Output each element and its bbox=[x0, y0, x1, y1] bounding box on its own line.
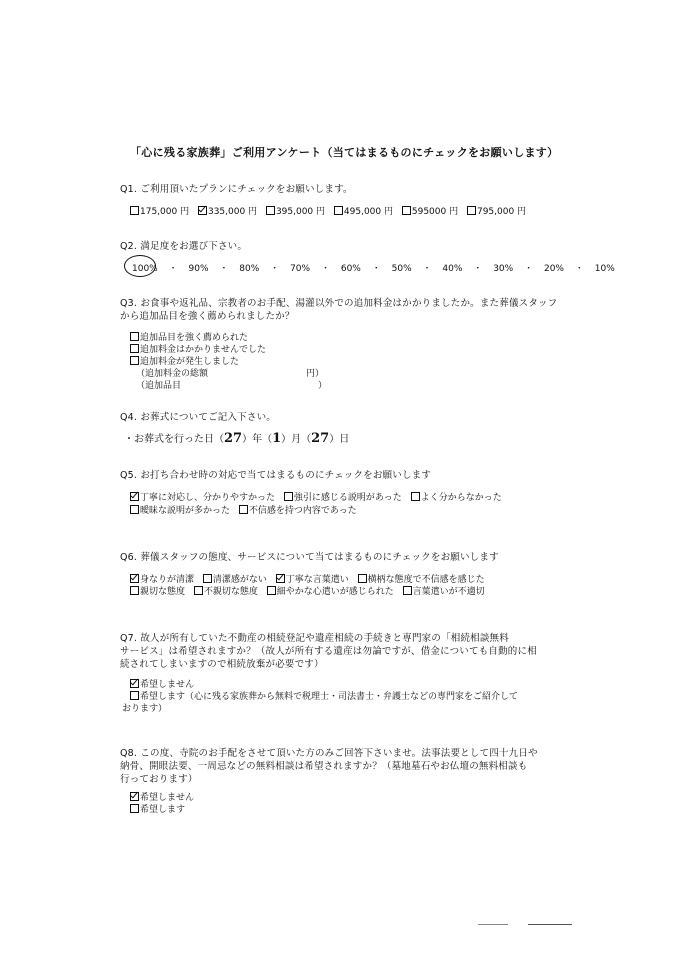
q3-detail-amount-unit: 円） bbox=[306, 369, 325, 379]
q8-question-line3: 行っております） bbox=[120, 774, 198, 785]
q6-option-clean[interactable]: 身なりが清潔 bbox=[130, 575, 194, 585]
q3-option-2[interactable]: 追加料金が発生しました bbox=[130, 354, 239, 367]
q1-question: Q1. ご利用頂いたプランにチェックをお願いします。 bbox=[120, 184, 353, 195]
q2-scale-30[interactable]: 30% bbox=[493, 264, 514, 274]
q4-date-row: ・お葬式を行った日（27）年（1）月（27）日 bbox=[124, 431, 350, 446]
funeral-month-field[interactable]: 1 bbox=[272, 431, 282, 446]
q7-option-no[interactable]: 希望しません bbox=[130, 677, 194, 690]
funeral-day-field[interactable]: 27 bbox=[311, 431, 330, 446]
q6-option-kind[interactable]: 親切な態度 bbox=[130, 587, 185, 597]
q6-row2 bbox=[130, 584, 491, 597]
q3-option-1[interactable]: 追加料金はかかりませんでした bbox=[130, 342, 266, 355]
q5-option-unclear[interactable]: よく分からなかった bbox=[411, 493, 502, 503]
survey-title: 「心に残る家族葬」ご利用アンケート（当てはまるものにチェックをお願いします） bbox=[130, 146, 559, 159]
q8-option-yes[interactable]: 希望します bbox=[130, 802, 185, 815]
scan-mark-divider bbox=[528, 924, 572, 925]
q3-detail-amount: （追加料金の総額 bbox=[136, 369, 209, 379]
q2-scale-80[interactable]: 80% bbox=[239, 264, 260, 274]
q3-detail-items: （追加品目 bbox=[136, 381, 182, 391]
q2-scale-100[interactable]: 100% bbox=[132, 264, 158, 274]
q5-option-vague[interactable]: 曖昧な説明が多かった bbox=[130, 506, 230, 516]
q2-scale-70[interactable]: 70% bbox=[290, 264, 311, 274]
q5-option-distrust[interactable]: 不信感を持つ内容であった bbox=[239, 506, 357, 516]
q6-option-arrogant[interactable]: 横柄な態度で不信感を感じた bbox=[358, 575, 485, 585]
checkbox-icon[interactable] bbox=[239, 505, 248, 514]
q3-option-0[interactable]: 追加品目を強く薦められた bbox=[130, 330, 248, 343]
checkbox-icon[interactable] bbox=[130, 505, 139, 514]
checkbox-icon[interactable] bbox=[130, 804, 139, 813]
q1-option-0[interactable]: 175,000 円 bbox=[130, 207, 189, 217]
checkbox-icon[interactable] bbox=[411, 492, 420, 501]
checkbox-icon[interactable] bbox=[358, 574, 367, 583]
checkbox-icon[interactable] bbox=[194, 586, 203, 595]
q3-question-line2: から追加品目を強く薦められましたか？ bbox=[120, 311, 295, 322]
q7-option-yes-cont: おります） bbox=[122, 704, 168, 714]
q1-option-3[interactable]: 495,000 円 bbox=[334, 207, 393, 217]
selection-circle-icon bbox=[124, 255, 156, 277]
checkbox-icon[interactable] bbox=[130, 356, 139, 365]
checked-checkbox-icon[interactable] bbox=[130, 574, 139, 583]
checkbox-icon[interactable] bbox=[402, 206, 411, 215]
checked-checkbox-icon[interactable] bbox=[130, 492, 139, 501]
checkbox-icon[interactable] bbox=[403, 586, 412, 595]
checkbox-icon[interactable] bbox=[130, 332, 139, 341]
checkbox-icon[interactable] bbox=[203, 574, 212, 583]
q7-question-line1: Q7. 故人が所有していた不動産の相続登記や遺産相続の手続きと専門家の「相続相談無料 bbox=[120, 633, 509, 644]
checkbox-icon[interactable] bbox=[130, 586, 139, 595]
q4-question: Q4. お葬式についてご記入下さい。 bbox=[120, 412, 276, 423]
q1-option-4[interactable]: 595000 円 bbox=[402, 207, 458, 217]
q1-option-5[interactable]: 795,000 円 bbox=[467, 207, 526, 217]
q5-question: Q5. お打ち合わせ時の対応で当てはまるものにチェックをお願いします bbox=[120, 470, 432, 481]
q5-option-pushy[interactable]: 強引に感じる説明があった bbox=[284, 493, 402, 503]
q7-question-line3: 続されてしまいますので相続放棄が必要です） bbox=[120, 659, 324, 670]
q7-question-line2: サービス」は希望されますか？（故人が所有する遺産は勿論ですが、借金についても自動的に相 bbox=[120, 646, 537, 657]
checkbox-icon[interactable] bbox=[130, 206, 139, 215]
checked-checkbox-icon[interactable] bbox=[198, 206, 207, 215]
q6-option-unkind[interactable]: 不親切な態度 bbox=[194, 587, 258, 597]
checkbox-icon[interactable] bbox=[266, 206, 275, 215]
checked-checkbox-icon[interactable] bbox=[130, 792, 139, 801]
q2-scale-60[interactable]: 60% bbox=[340, 264, 361, 274]
q6-option-improper-words[interactable]: 言葉遣いが不適切 bbox=[403, 587, 485, 597]
q7-option-yes[interactable]: 希望します（心に残る家族葬から無料で税理士・司法書士・弁護士などの専門家をご紹介して bbox=[130, 689, 518, 702]
q8-option-no[interactable]: 希望しません bbox=[130, 790, 194, 803]
q1-option-1[interactable]: 335,000 円 bbox=[198, 207, 257, 217]
checkbox-icon[interactable] bbox=[267, 586, 276, 595]
q2-scale-90[interactable]: 90% bbox=[188, 264, 209, 274]
checkbox-icon[interactable] bbox=[130, 691, 139, 700]
checked-checkbox-icon[interactable] bbox=[130, 679, 139, 688]
q3-question-line1: Q3. お食事や返礼品、宗教者のお手配、湯灌以外での追加料金はかかりましたか。また葬儀スタッフ bbox=[120, 298, 558, 309]
q3-detail-items-close: ） bbox=[318, 381, 328, 391]
checkbox-icon[interactable] bbox=[130, 344, 139, 353]
q2-scale-20[interactable]: 20% bbox=[543, 264, 564, 274]
q2-scale-40[interactable]: 40% bbox=[442, 264, 463, 274]
checkbox-icon[interactable] bbox=[467, 206, 476, 215]
q6-question: Q6. 葬儀スタッフの態度、サービスについて当てはまるものにチェックをお願いします bbox=[120, 552, 499, 563]
q8-question-line2: 納骨、開眼法要、一周忌などの無料相談は希望されますか？（墓地墓石やお仏壇の無料相談も bbox=[120, 761, 528, 772]
scan-mark-divider bbox=[478, 924, 508, 925]
q1-option-2[interactable]: 395,000 円 bbox=[266, 207, 325, 217]
checkbox-icon[interactable] bbox=[334, 206, 343, 215]
q5-row2 bbox=[130, 503, 363, 516]
funeral-year-field[interactable]: 27 bbox=[224, 431, 243, 446]
q5-row1 bbox=[130, 490, 508, 503]
q5-option-polite[interactable]: 丁寧に対応し、分かりやすかった bbox=[130, 493, 275, 503]
q6-option-attentive[interactable]: 細やかな心遣いが感じられた bbox=[267, 587, 394, 597]
q2-question: Q2. 満足度をお選び下さい。 bbox=[120, 241, 248, 252]
q1-options bbox=[130, 204, 532, 217]
q6-option-polite-words[interactable]: 丁寧な言葉遣い bbox=[276, 575, 349, 585]
q6-option-unclean[interactable]: 清潔感がない bbox=[203, 575, 267, 585]
q2-scale-10[interactable]: 10% bbox=[594, 264, 615, 274]
q2-scale: 100% ・ 90% ・ 80% ・ 70% ・ 60% ・ 50% ・ 40% ・ 30% ・ 20% ・ 10% bbox=[132, 264, 615, 274]
q8-question-line1: Q8. この度、寺院のお手配をさせて頂いた方のみご回答下さいませ。法事法要として四十九日や bbox=[120, 748, 538, 759]
q2-scale-50[interactable]: 50% bbox=[391, 264, 412, 274]
checked-checkbox-icon[interactable] bbox=[276, 574, 285, 583]
checkbox-icon[interactable] bbox=[284, 492, 293, 501]
